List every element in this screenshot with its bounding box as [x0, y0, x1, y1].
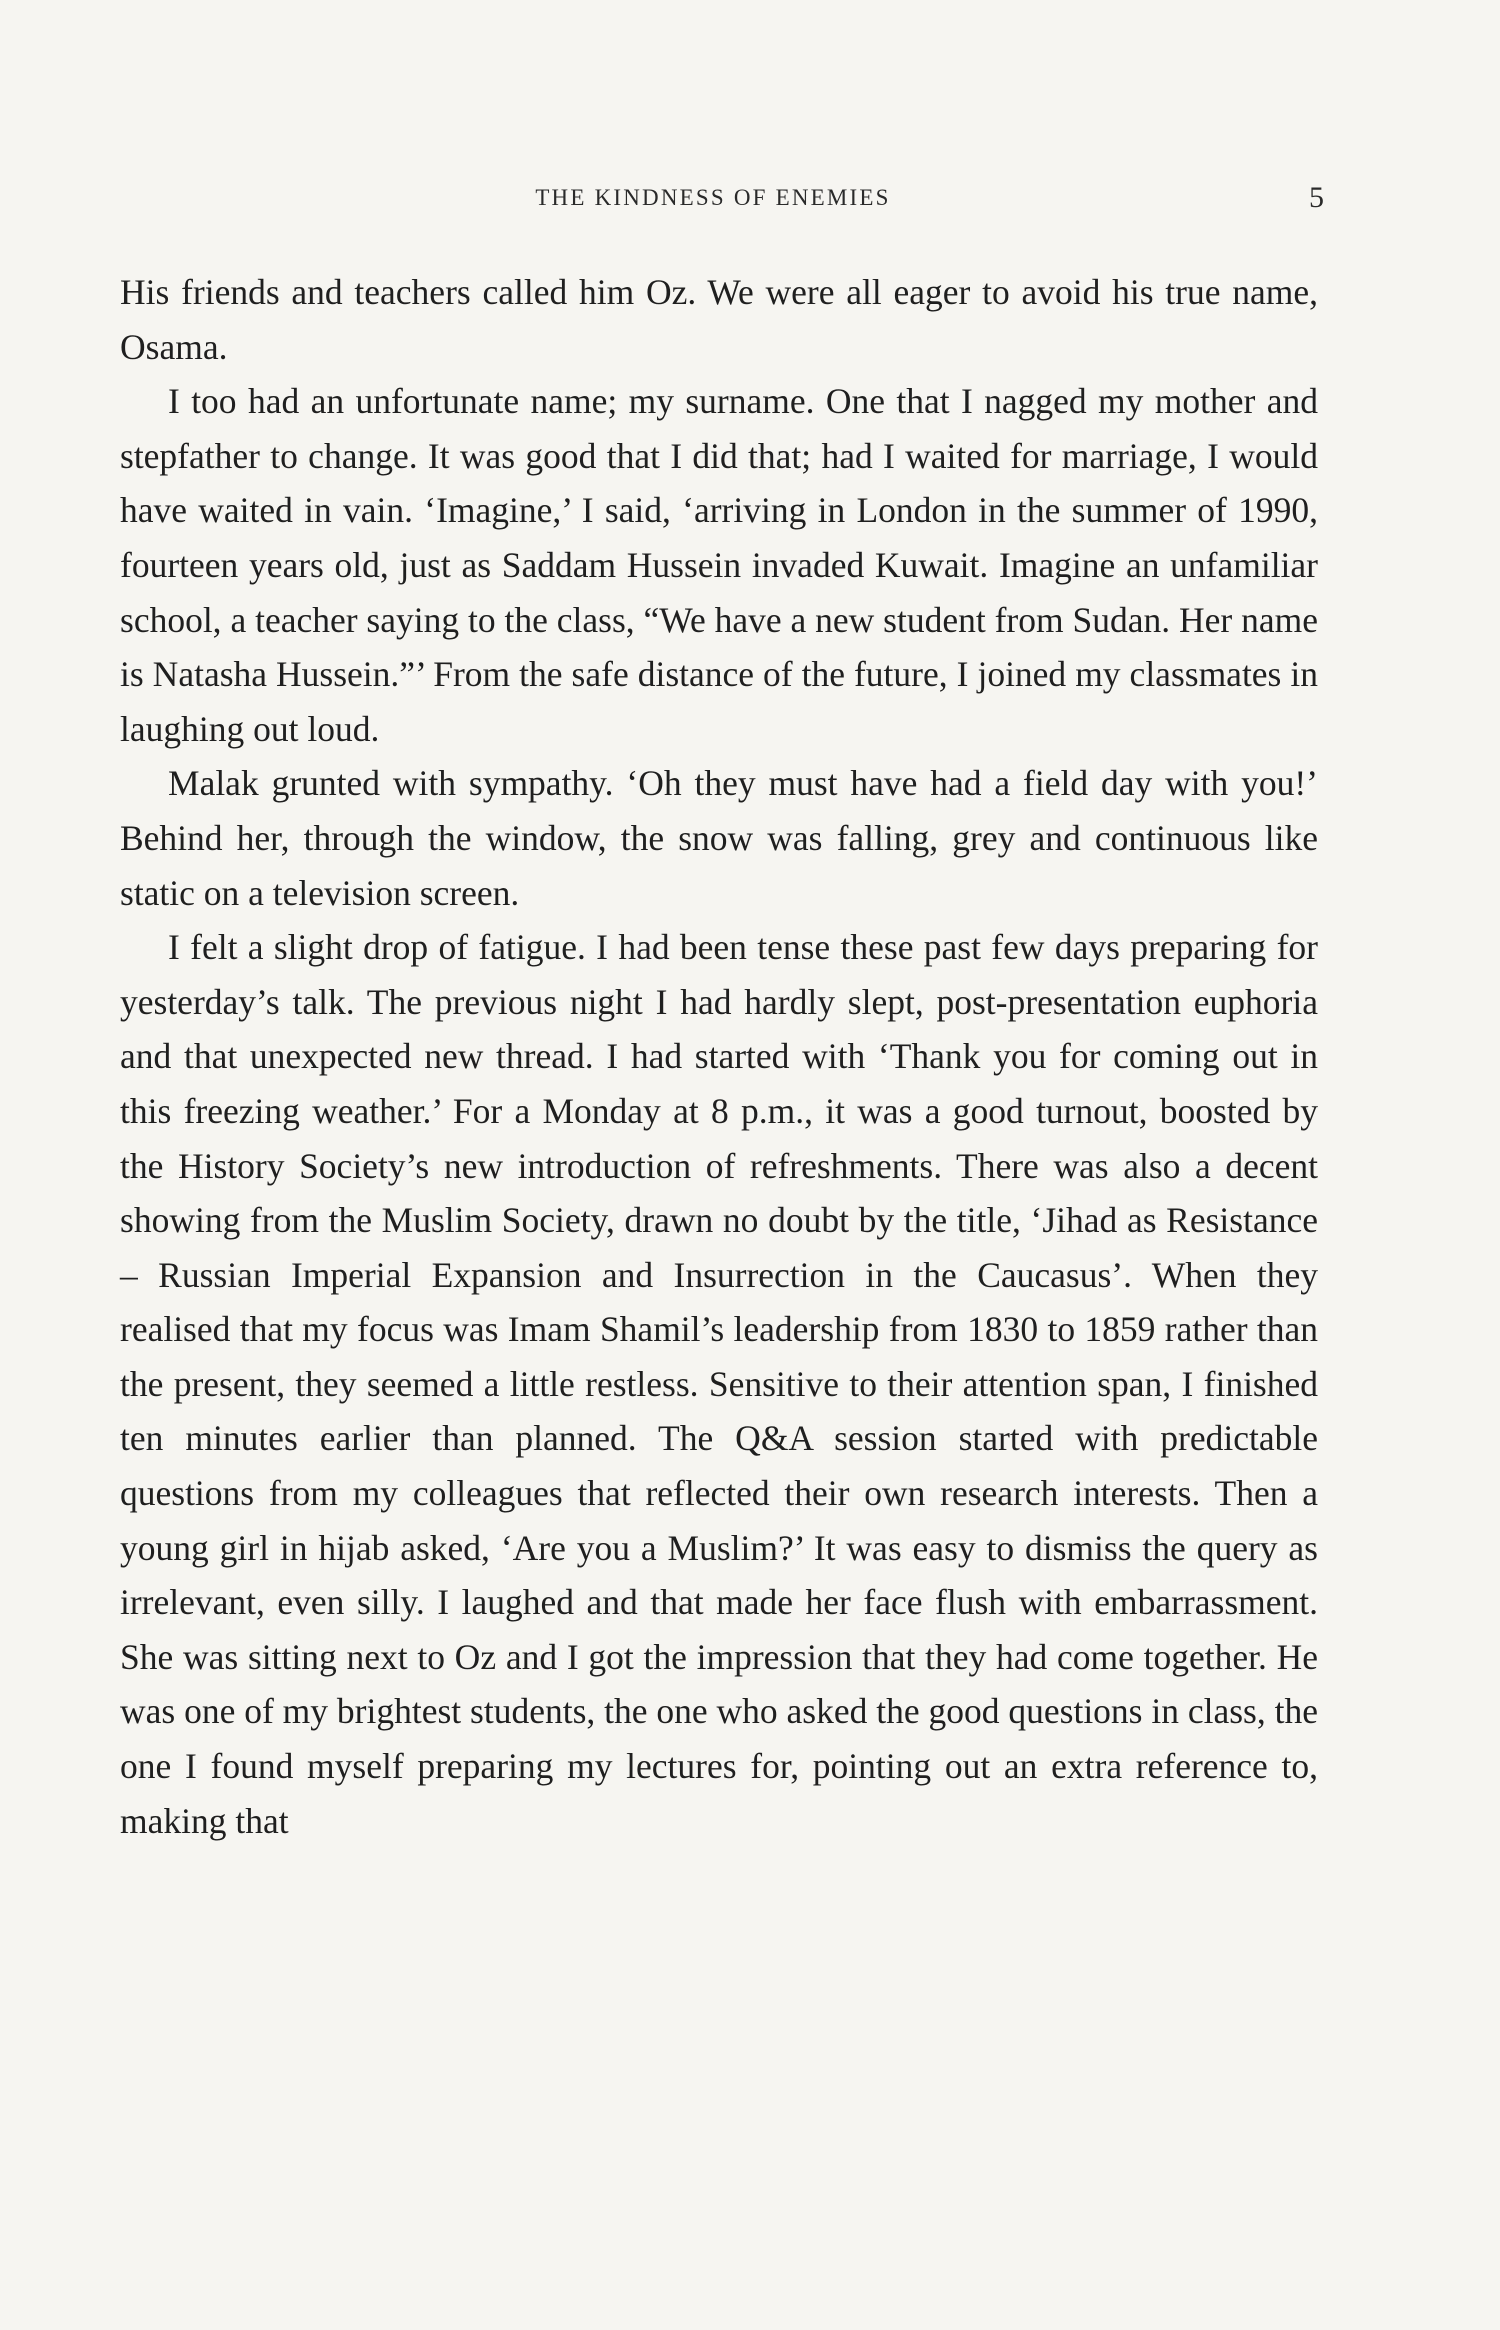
- running-header: [0, 178, 1500, 218]
- paragraph-1: His friends and teachers called him Oz. We were all eager to avoid his true name, Osama.: [120, 272, 1318, 367]
- running-title: THE KINDNESS OF ENEMIES: [535, 185, 891, 210]
- paragraph-2: I too had an unfortunate name; my surname. One that I nagged my mother and stepfather to change. It was good that I did that; had I waited for marriage, I would have waited in vain. ‘Imagine,’ I said, ‘arriving in London in the summer of 1990, fourteen years old, just as Saddam Hussein invaded Kuwait. Imagine an unfamiliar school, a teacher saying to the class, “We have a new student from Sudan. Her name is Natasha Hussein.”’ From the safe distance of the future, I joined my classmates in laughing out loud.: [120, 381, 1318, 749]
- body-text: [120, 265, 1318, 1848]
- paragraph-4: I felt a slight drop of fatigue. I had been tense these past few days preparing for yesterday’s talk. The previous night I had hardly slept, post-presentation euphoria and that unexpected new thread. I had started with ‘Thank you for coming out in this freezing weather.’ For a Monday at 8 p.m., it was a good turnout, boosted by the History Society’s new introduction of refreshments. There was also a decent showing from the Muslim Society, drawn no doubt by the title, ‘Jihad as Resistance – Russian Imperial Expansion and Insurrection in the Caucasus’. When they realised that my focus was Imam Shamil’s leadership from 1830 to 1859 rather than the present, they seemed a little restless. Sensitive to their attention span, I finished ten minutes earlier than planned. The Q&A session started with predictable questions from my colleagues that reflected their own research interests. Then a young girl in hijab asked, ‘Are you a Muslim?’ It was easy to dismiss the query as irrelevant, even silly. I laughed and that made her face flush with embarrassment. She was sitting next to Oz and I got the impression that they had come together. He was one of my brightest students, the one who asked the good questions in class, the one I found myself preparing my lectures for, pointing out an extra reference to, making that: [120, 927, 1318, 1841]
- page-number: 5: [1309, 181, 1324, 214]
- paragraph-3: Malak grunted with sympathy. ‘Oh they must have had a field day with you!’ Behind her, through the window, the snow was falling, grey and continuous like static on a television screen.: [120, 763, 1318, 913]
